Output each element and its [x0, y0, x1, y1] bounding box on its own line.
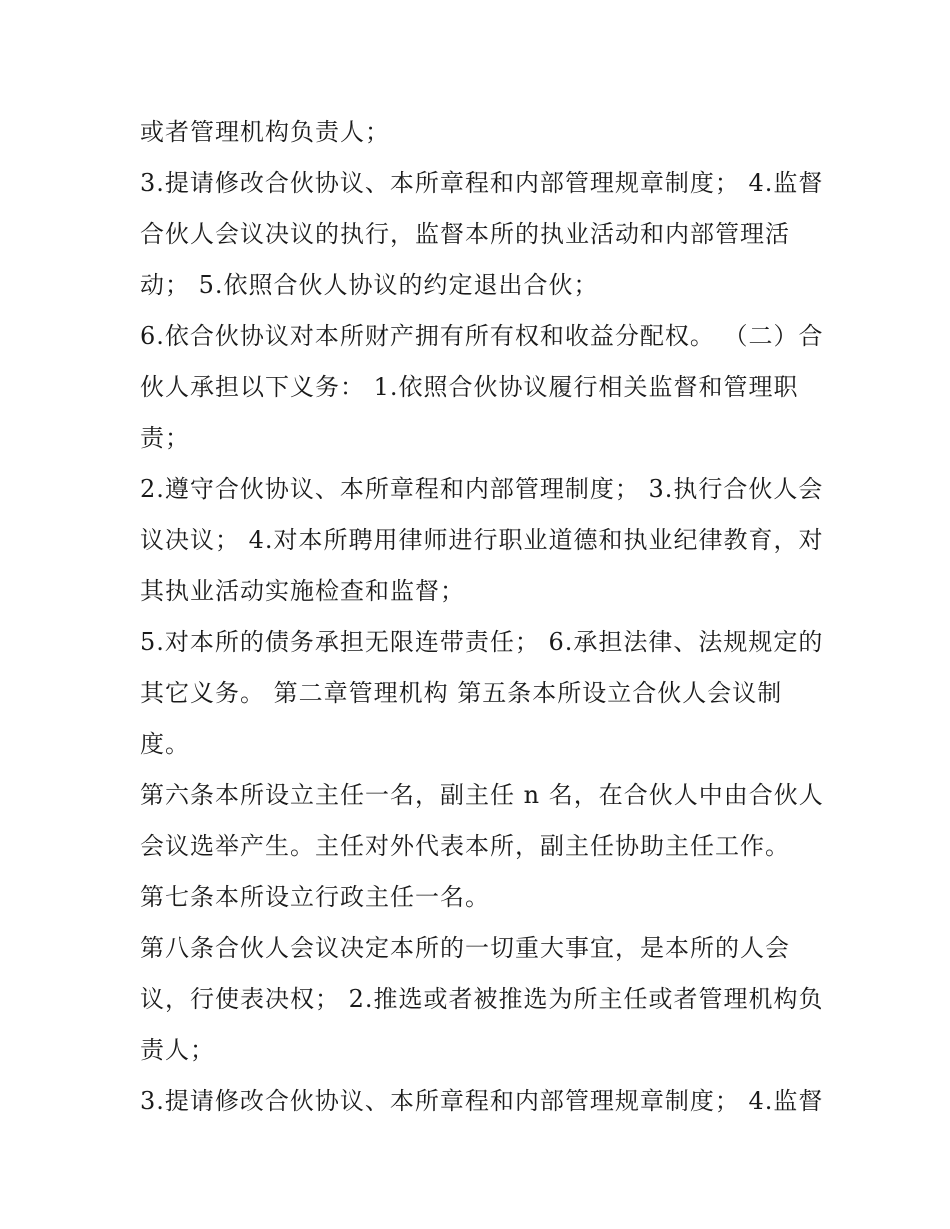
text-line: 合伙人会议决议的执行，监督本所的执业活动和内部管理活 [140, 220, 790, 248]
text-line: 第七条本所设立行政主任一名。 [140, 883, 490, 911]
text-line: 责； [140, 424, 190, 452]
text-line: 5.对本所的债务承担无限连带责任； 6.承担法律、法规规定的 [140, 628, 824, 656]
text-line: 会议选举产生。主任对外代表本所，副主任协助主任工作。 [140, 832, 790, 860]
text-line: 6.依合伙协议对本所财产拥有所有权和收益分配权。 （二）合 [140, 322, 824, 350]
text-line: 第六条本所设立主任一名，副主任 n 名，在合伙人中由合伙人 [140, 781, 824, 809]
text-line: 责人； [140, 1036, 215, 1064]
text-line: 3.提请修改合伙协议、本所章程和内部管理规章制度； 4.监督 [140, 1087, 824, 1115]
text-line: 议，行使表决权； 2.推选或者被推选为所主任或者管理机构负 [140, 985, 824, 1013]
text-line: 其执业活动实施检查和监督； [140, 577, 465, 605]
text-line: 其它义务。 第二章管理机构 第五条本所设立合伙人会议制 [140, 679, 783, 707]
text-line: 伙人承担以下义务： 1.依照合伙协议履行相关监督和管理职 [140, 373, 799, 401]
text-line: 3.提请修改合伙协议、本所章程和内部管理规章制度； 4.监督 [140, 169, 824, 197]
text-line: 2.遵守合伙协议、本所章程和内部管理制度； 3.执行合伙人会 [140, 475, 824, 503]
text-line: 动； 5.依照合伙人协议的约定退出合伙； [140, 271, 599, 299]
text-line: 议决议； 4.对本所聘用律师进行职业道德和执业纪律教育，对 [140, 526, 824, 554]
text-line: 度。 [140, 730, 190, 758]
text-line: 或者管理机构负责人； [140, 118, 390, 146]
document-body [140, 107, 824, 1127]
text-line: 第八条合伙人会议决定本所的一切重大事宜，是本所的人会 [140, 934, 790, 962]
